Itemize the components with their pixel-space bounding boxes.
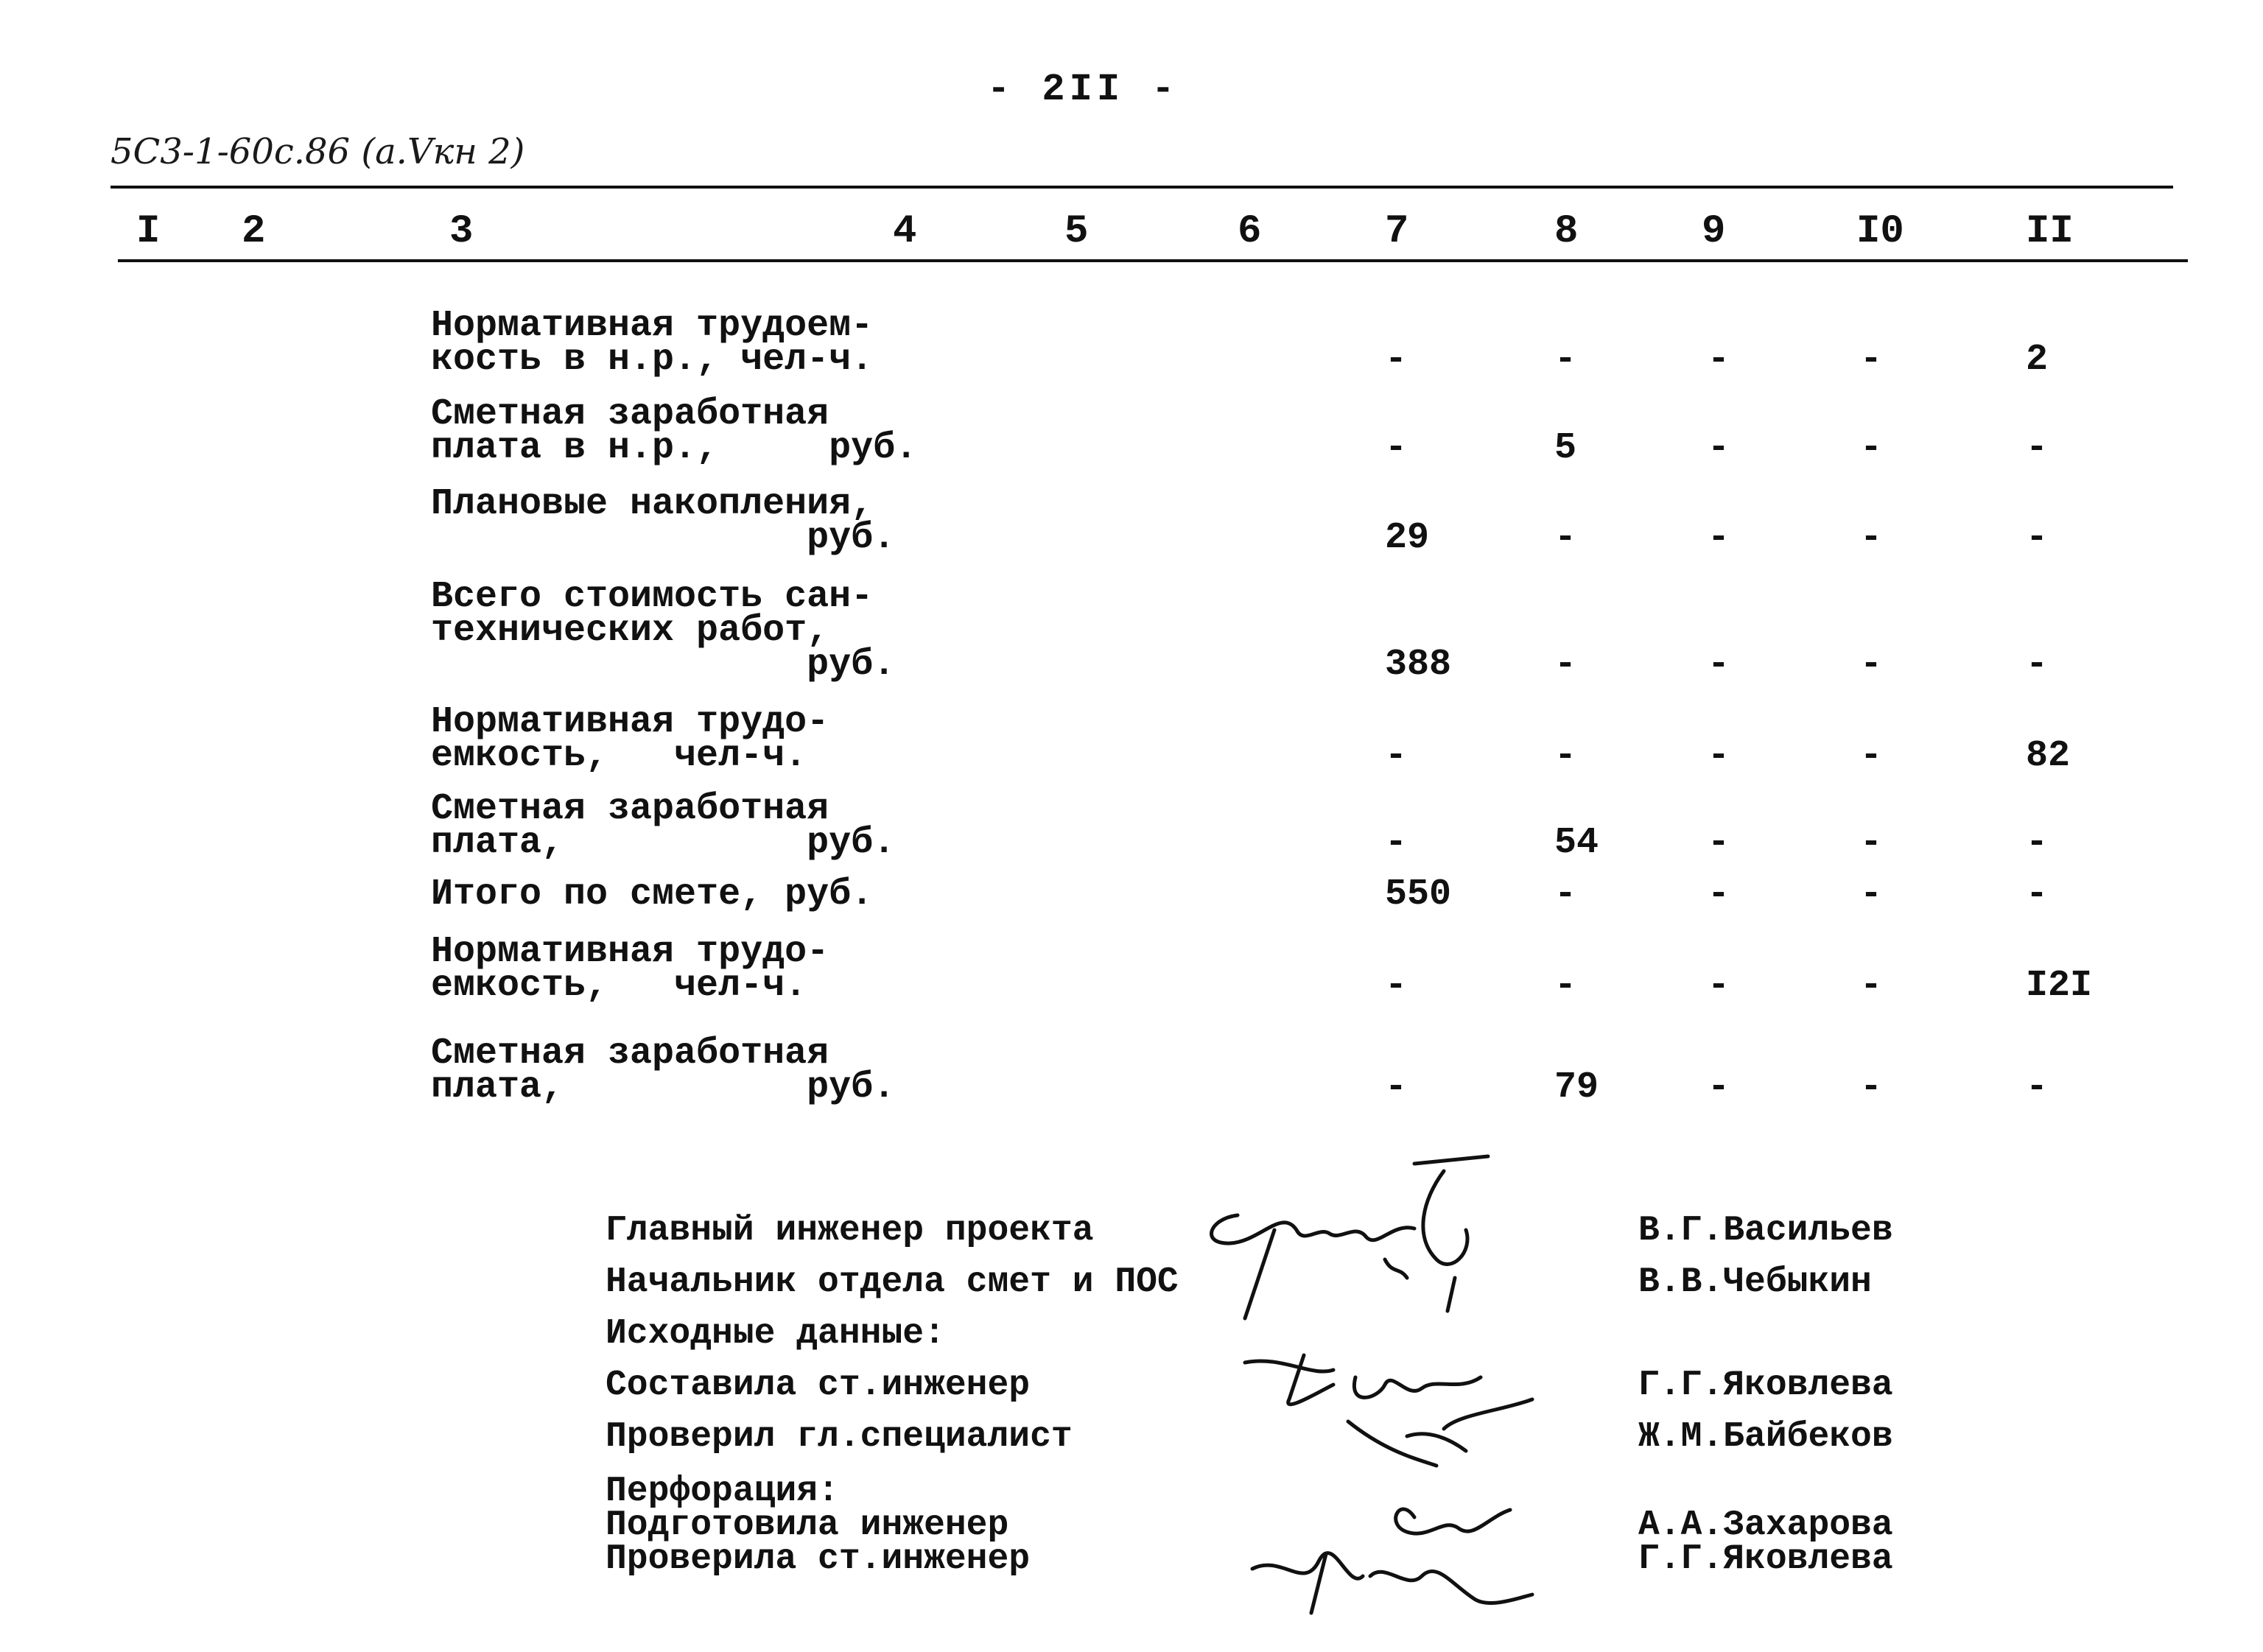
col-header-7: 7 <box>1385 209 1409 254</box>
cell-c8: - <box>1554 874 1577 915</box>
cell-c9: - <box>1708 965 1730 1007</box>
cell-c8: 79 <box>1554 1066 1599 1108</box>
header-rule <box>110 186 2173 189</box>
row-label: Сметная заработная плата, руб. <box>431 1033 896 1108</box>
row-label: Сметная заработная плата в н.р., руб. <box>431 393 918 469</box>
cell-c9: - <box>1708 427 1730 469</box>
cell-c7: 550 <box>1385 874 1452 915</box>
cell-c10: - <box>1860 517 1883 559</box>
signature-role: Составила ст.инженер <box>606 1365 1031 1405</box>
cell-c9: - <box>1708 339 1730 381</box>
cell-c10: - <box>1860 735 1883 777</box>
cell-c11: - <box>2026 822 2049 864</box>
signature-name: Ж.М.Байбеков <box>1638 1417 1893 1457</box>
row-label: Нормативная трудо- емкость, чел-ч. <box>431 701 829 777</box>
col-header-4: 4 <box>893 209 917 254</box>
column-header-rule <box>118 259 2188 262</box>
cell-c10: - <box>1860 822 1883 864</box>
handwritten-signature <box>1238 1488 1576 1628</box>
col-header-9: 9 <box>1702 209 1726 254</box>
document-code: 5С3-1-60с.86 (а.Vкн 2) <box>110 131 525 172</box>
col-header-8: 8 <box>1554 209 1579 254</box>
row-label: Итого по смете, руб. <box>431 874 874 915</box>
page-number: - 2II - <box>987 68 1179 111</box>
cell-c8: - <box>1554 339 1577 381</box>
col-header-1: I <box>136 209 161 254</box>
signature-name: В.Г.Васильев <box>1638 1211 1893 1251</box>
cell-c10: - <box>1860 644 1883 686</box>
cell-c11: - <box>2026 874 2049 915</box>
row-label: Нормативная трудо- емкость, чел-ч. <box>431 931 829 1007</box>
cell-c11: - <box>2026 517 2049 559</box>
cell-c8: - <box>1554 735 1577 777</box>
cell-c11: I2I <box>2026 965 2093 1007</box>
col-header-2: 2 <box>242 209 266 254</box>
cell-c10: - <box>1860 965 1883 1007</box>
cell-c8: - <box>1554 517 1577 559</box>
cell-c9: - <box>1708 822 1730 864</box>
cell-c11: - <box>2026 1066 2049 1108</box>
cell-c10: - <box>1860 1066 1883 1108</box>
cell-c10: - <box>1860 427 1883 469</box>
col-header-6: 6 <box>1238 209 1262 254</box>
cell-c9: - <box>1708 1066 1730 1108</box>
cell-c10: - <box>1860 874 1883 915</box>
cell-c11: - <box>2026 427 2049 469</box>
cell-c7: - <box>1385 965 1408 1007</box>
cell-c9: - <box>1708 644 1730 686</box>
col-header-10: I0 <box>1856 209 1904 254</box>
cell-c8: - <box>1554 965 1577 1007</box>
cell-c7: 388 <box>1385 644 1452 686</box>
signature-role: Перфорация: Подготовила инженер Проверила ст.инженер <box>606 1472 1031 1579</box>
cell-c7: - <box>1385 339 1408 381</box>
cell-c11: - <box>2026 644 2049 686</box>
handwritten-signature <box>1238 1348 1547 1480</box>
signature-name: В.В.Чебыкин <box>1638 1262 1872 1302</box>
cell-c7: - <box>1385 427 1408 469</box>
cell-c7: - <box>1385 1066 1408 1108</box>
cell-c8: 5 <box>1554 427 1577 469</box>
col-header-11: II <box>2026 209 2074 254</box>
cell-c7: - <box>1385 822 1408 864</box>
cell-c8: - <box>1554 644 1577 686</box>
cell-c8: 54 <box>1554 822 1599 864</box>
handwritten-signature <box>1193 1149 1518 1326</box>
row-label: Нормативная трудоем- кость в н.р., чел-ч. <box>431 305 874 381</box>
col-header-5: 5 <box>1064 209 1089 254</box>
signature-role: Исходные данные: <box>606 1314 945 1354</box>
cell-c7: - <box>1385 735 1408 777</box>
signature-name: А.А.Захарова Г.Г.Яковлева <box>1638 1505 1893 1579</box>
cell-c11: 2 <box>2026 339 2049 381</box>
signature-name: Г.Г.Яковлева <box>1638 1365 1893 1405</box>
cell-c11: 82 <box>2026 735 2071 777</box>
row-label: Сметная заработная плата, руб. <box>431 788 896 864</box>
signature-role: Проверил гл.специалист <box>606 1417 1073 1457</box>
row-label: Плановые накопления, руб. <box>431 483 896 559</box>
signature-role: Начальник отдела смет и ПОС <box>606 1262 1179 1302</box>
cell-c10: - <box>1860 339 1883 381</box>
col-header-3: 3 <box>449 209 474 254</box>
cell-c9: - <box>1708 735 1730 777</box>
cell-c7: 29 <box>1385 517 1430 559</box>
cell-c9: - <box>1708 517 1730 559</box>
row-label: Всего стоимость сан- технических работ, руб. <box>431 576 896 686</box>
cell-c9: - <box>1708 874 1730 915</box>
signature-role: Главный инженер проекта <box>606 1211 1094 1251</box>
